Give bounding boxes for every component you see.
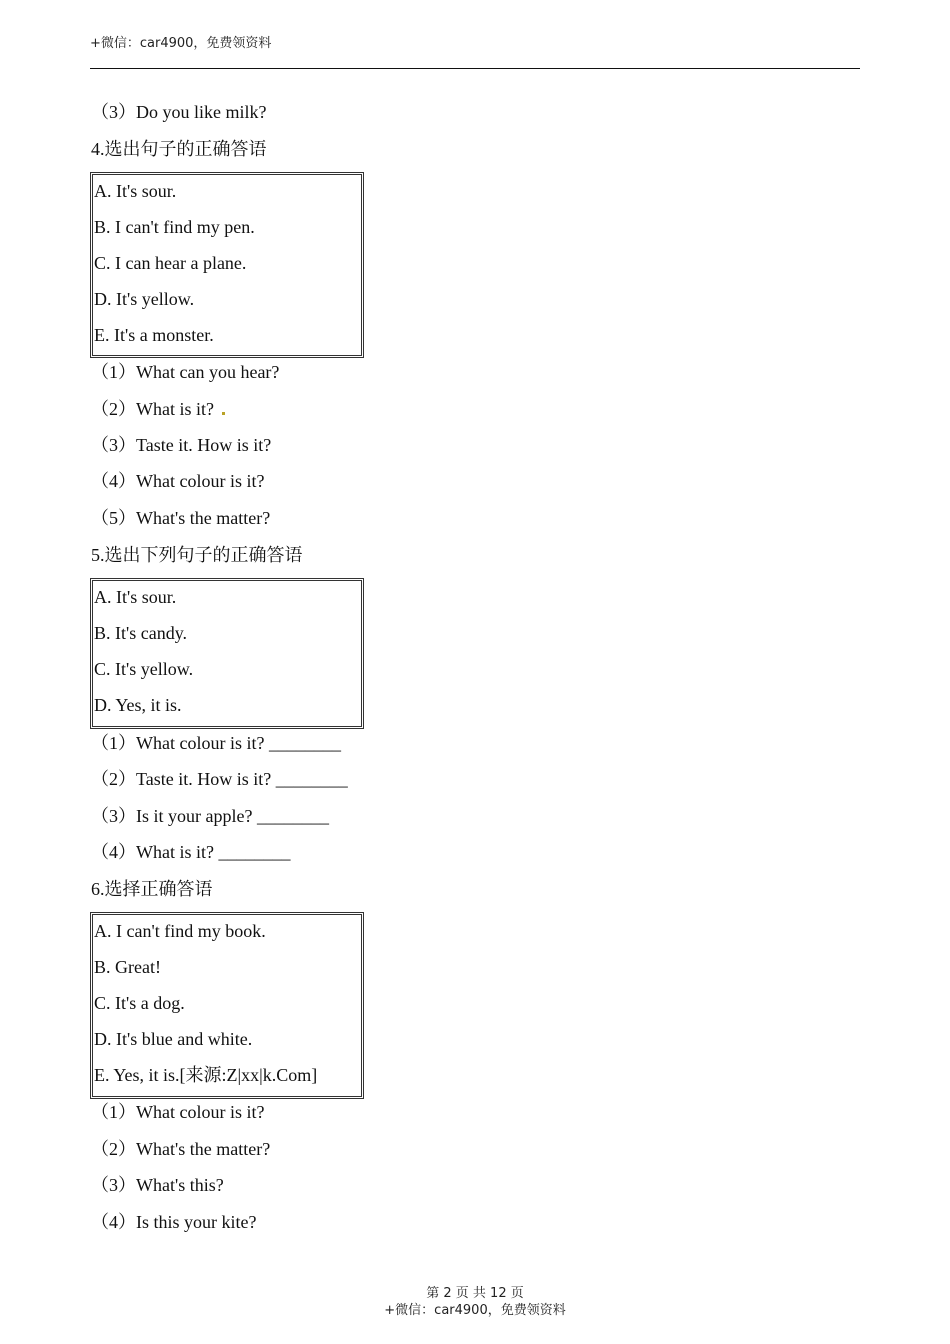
option-b: B. Great! <box>94 957 161 977</box>
section-5-question-4: （4）What is it? ________ <box>91 842 291 862</box>
option-e: E. It's a monster. <box>94 325 214 345</box>
section-6-question-4: （4）Is this your kite? <box>91 1212 257 1232</box>
footer-promo: +微信：car4900，免费领资料 <box>384 1303 566 1318</box>
option-b: B. I can't find my pen. <box>94 217 255 237</box>
section-5-question-1: （1）What colour is it? ________ <box>91 733 341 753</box>
header-divider <box>90 68 860 69</box>
option-e: E. Yes, it is.[来源:Z|xx|k.Com] <box>94 1065 318 1085</box>
section-5-title: 5.选出下列句子的正确答语 <box>91 545 303 565</box>
option-d: D. It's blue and white. <box>94 1029 253 1049</box>
option-d: D. It's yellow. <box>94 289 195 309</box>
section-4-options-box <box>90 172 364 358</box>
section-6-question-1: （1）What colour is it? <box>91 1102 265 1122</box>
section-4-question-5: （5）What's the matter? <box>91 508 271 528</box>
section-4-question-4: （4）What colour is it? <box>91 471 265 491</box>
page-number: 第 2 页 共 12 页 <box>426 1286 524 1301</box>
option-c: C. I can hear a plane. <box>94 253 247 273</box>
section-6-question-3: （3）What's this? <box>91 1175 224 1195</box>
yellow-dot-icon <box>222 412 225 415</box>
section-6-options-box <box>90 912 364 1099</box>
option-c: C. It's yellow. <box>94 659 194 679</box>
carryover-question: （3）Do you like milk? <box>91 102 267 122</box>
section-5-question-3: （3）Is it your apple? ________ <box>91 806 329 826</box>
option-b: B. It's candy. <box>94 623 188 643</box>
option-a: A. I can't find my book. <box>94 921 266 941</box>
option-c: C. It's a dog. <box>94 993 185 1013</box>
option-a: A. It's sour. <box>94 181 177 201</box>
option-d: D. Yes, it is. <box>94 695 182 715</box>
section-6-question-2: （2）What's the matter? <box>91 1139 271 1159</box>
section-5-question-2: （2）Taste it. How is it? ________ <box>91 769 348 789</box>
header-promo: +微信：car4900，免费领资料 <box>90 36 272 51</box>
section-4-title: 4.选出句子的正确答语 <box>91 139 267 159</box>
section-4-question-1: （1）What can you hear? <box>91 362 280 382</box>
section-4-question-2: （2）What is it? <box>91 399 214 419</box>
section-4-question-2-row <box>91 397 225 421</box>
section-6-title: 6.选择正确答语 <box>91 879 213 899</box>
section-4-question-3: （3）Taste it. How is it? <box>91 435 272 455</box>
section-5-options-box <box>90 578 364 729</box>
option-a: A. It's sour. <box>94 587 177 607</box>
